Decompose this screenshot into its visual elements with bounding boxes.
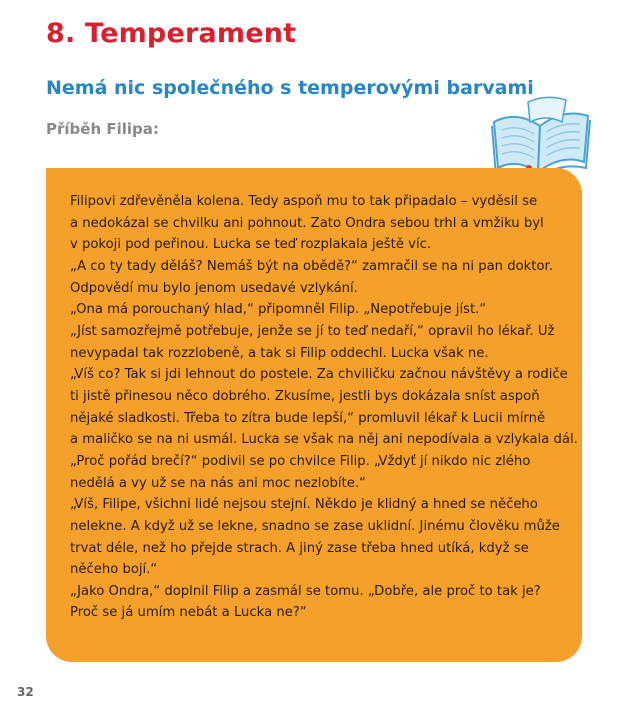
- page-number: 32: [17, 685, 34, 699]
- story-line: nevypadal tak rozzlobeně, a tak si Filip oddechl. Lucka však ne.: [70, 345, 489, 361]
- story-line: nedělá a vy už se na nás ani moc nezlobíte.“: [70, 475, 366, 491]
- story-line: „Proč pořád brečí?“ podivil se po chvilce Filip. „Vždyť jí nikdo nic zlého: [70, 453, 531, 469]
- story-line: nelekne. A když už se lekne, snadno se zase uklidní. Jinému člověku může: [70, 518, 560, 534]
- story-line: v pokoji pod peřinou. Lucka se teď rozplakala ještě víc.: [70, 237, 432, 253]
- chapter-title: 8. Temperament: [46, 18, 297, 49]
- story-text: [70, 191, 578, 624]
- story-line: Proč se já umím nebát a Lucka ne?“: [70, 605, 307, 621]
- story-line: trvat déle, než ho přejde strach. A jiný zase třeba hned utíká, když se: [70, 540, 529, 556]
- story-line: „Ona má porouchaný hlad,“ připomněl Filip. „Nepotřebuje jíst.“: [70, 302, 487, 318]
- story-line: nějaké sladkosti. Třeba to zítra bude lepší,“ promluvil lékař k Lucii mírně: [70, 410, 546, 426]
- story-line: ti jistě přinesou něco dobrého. Zkusíme, jestli bys dokázala sníst aspoň: [70, 388, 540, 404]
- story-section-label: Příběh Filipa:: [46, 120, 159, 138]
- story-line: Odpovědí mu bylo jenom usedavé vzlykání.: [70, 280, 358, 296]
- story-line: Filipovi zdřevěněla kolena. Tedy aspoň mu to tak připadalo – vyděsil se: [70, 194, 538, 209]
- story-line: a nedokázal se chvilku ani pohnout. Zato Ondra sebou trhl a vmžiku byl: [70, 215, 544, 231]
- story-line: „A co ty tady děláš? Nemáš být na obědě?“ zamračil se na ni pan doktor.: [70, 258, 553, 274]
- story-line: „Jako Ondra,“ doplnil Filip a zasmál se tomu. „Dobře, ale proč to tak je?: [70, 583, 541, 599]
- story-line: a maličko se na ni usmál. Lucka se však na něj ani nepodívala a vzlykala dál.: [70, 432, 578, 448]
- story-line: „Víš co? Tak si jdi lehnout do postele. Za chviličku začnou návštěvy a rodiče: [70, 367, 568, 383]
- story-box: [46, 168, 582, 662]
- chapter-subtitle: Nemá nic společného s temperovými barvami: [46, 77, 534, 99]
- story-line: něčeho bojí.“: [70, 562, 158, 578]
- story-line: „Víš, Filipe, všichni lidé nejsou stejní. Někdo je klidný a hned se něčeho: [70, 497, 538, 513]
- story-line: „Jíst samozřejmě potřebuje, jenže se jí to teď nedaří,“ opravil ho lékař. Už: [70, 323, 555, 339]
